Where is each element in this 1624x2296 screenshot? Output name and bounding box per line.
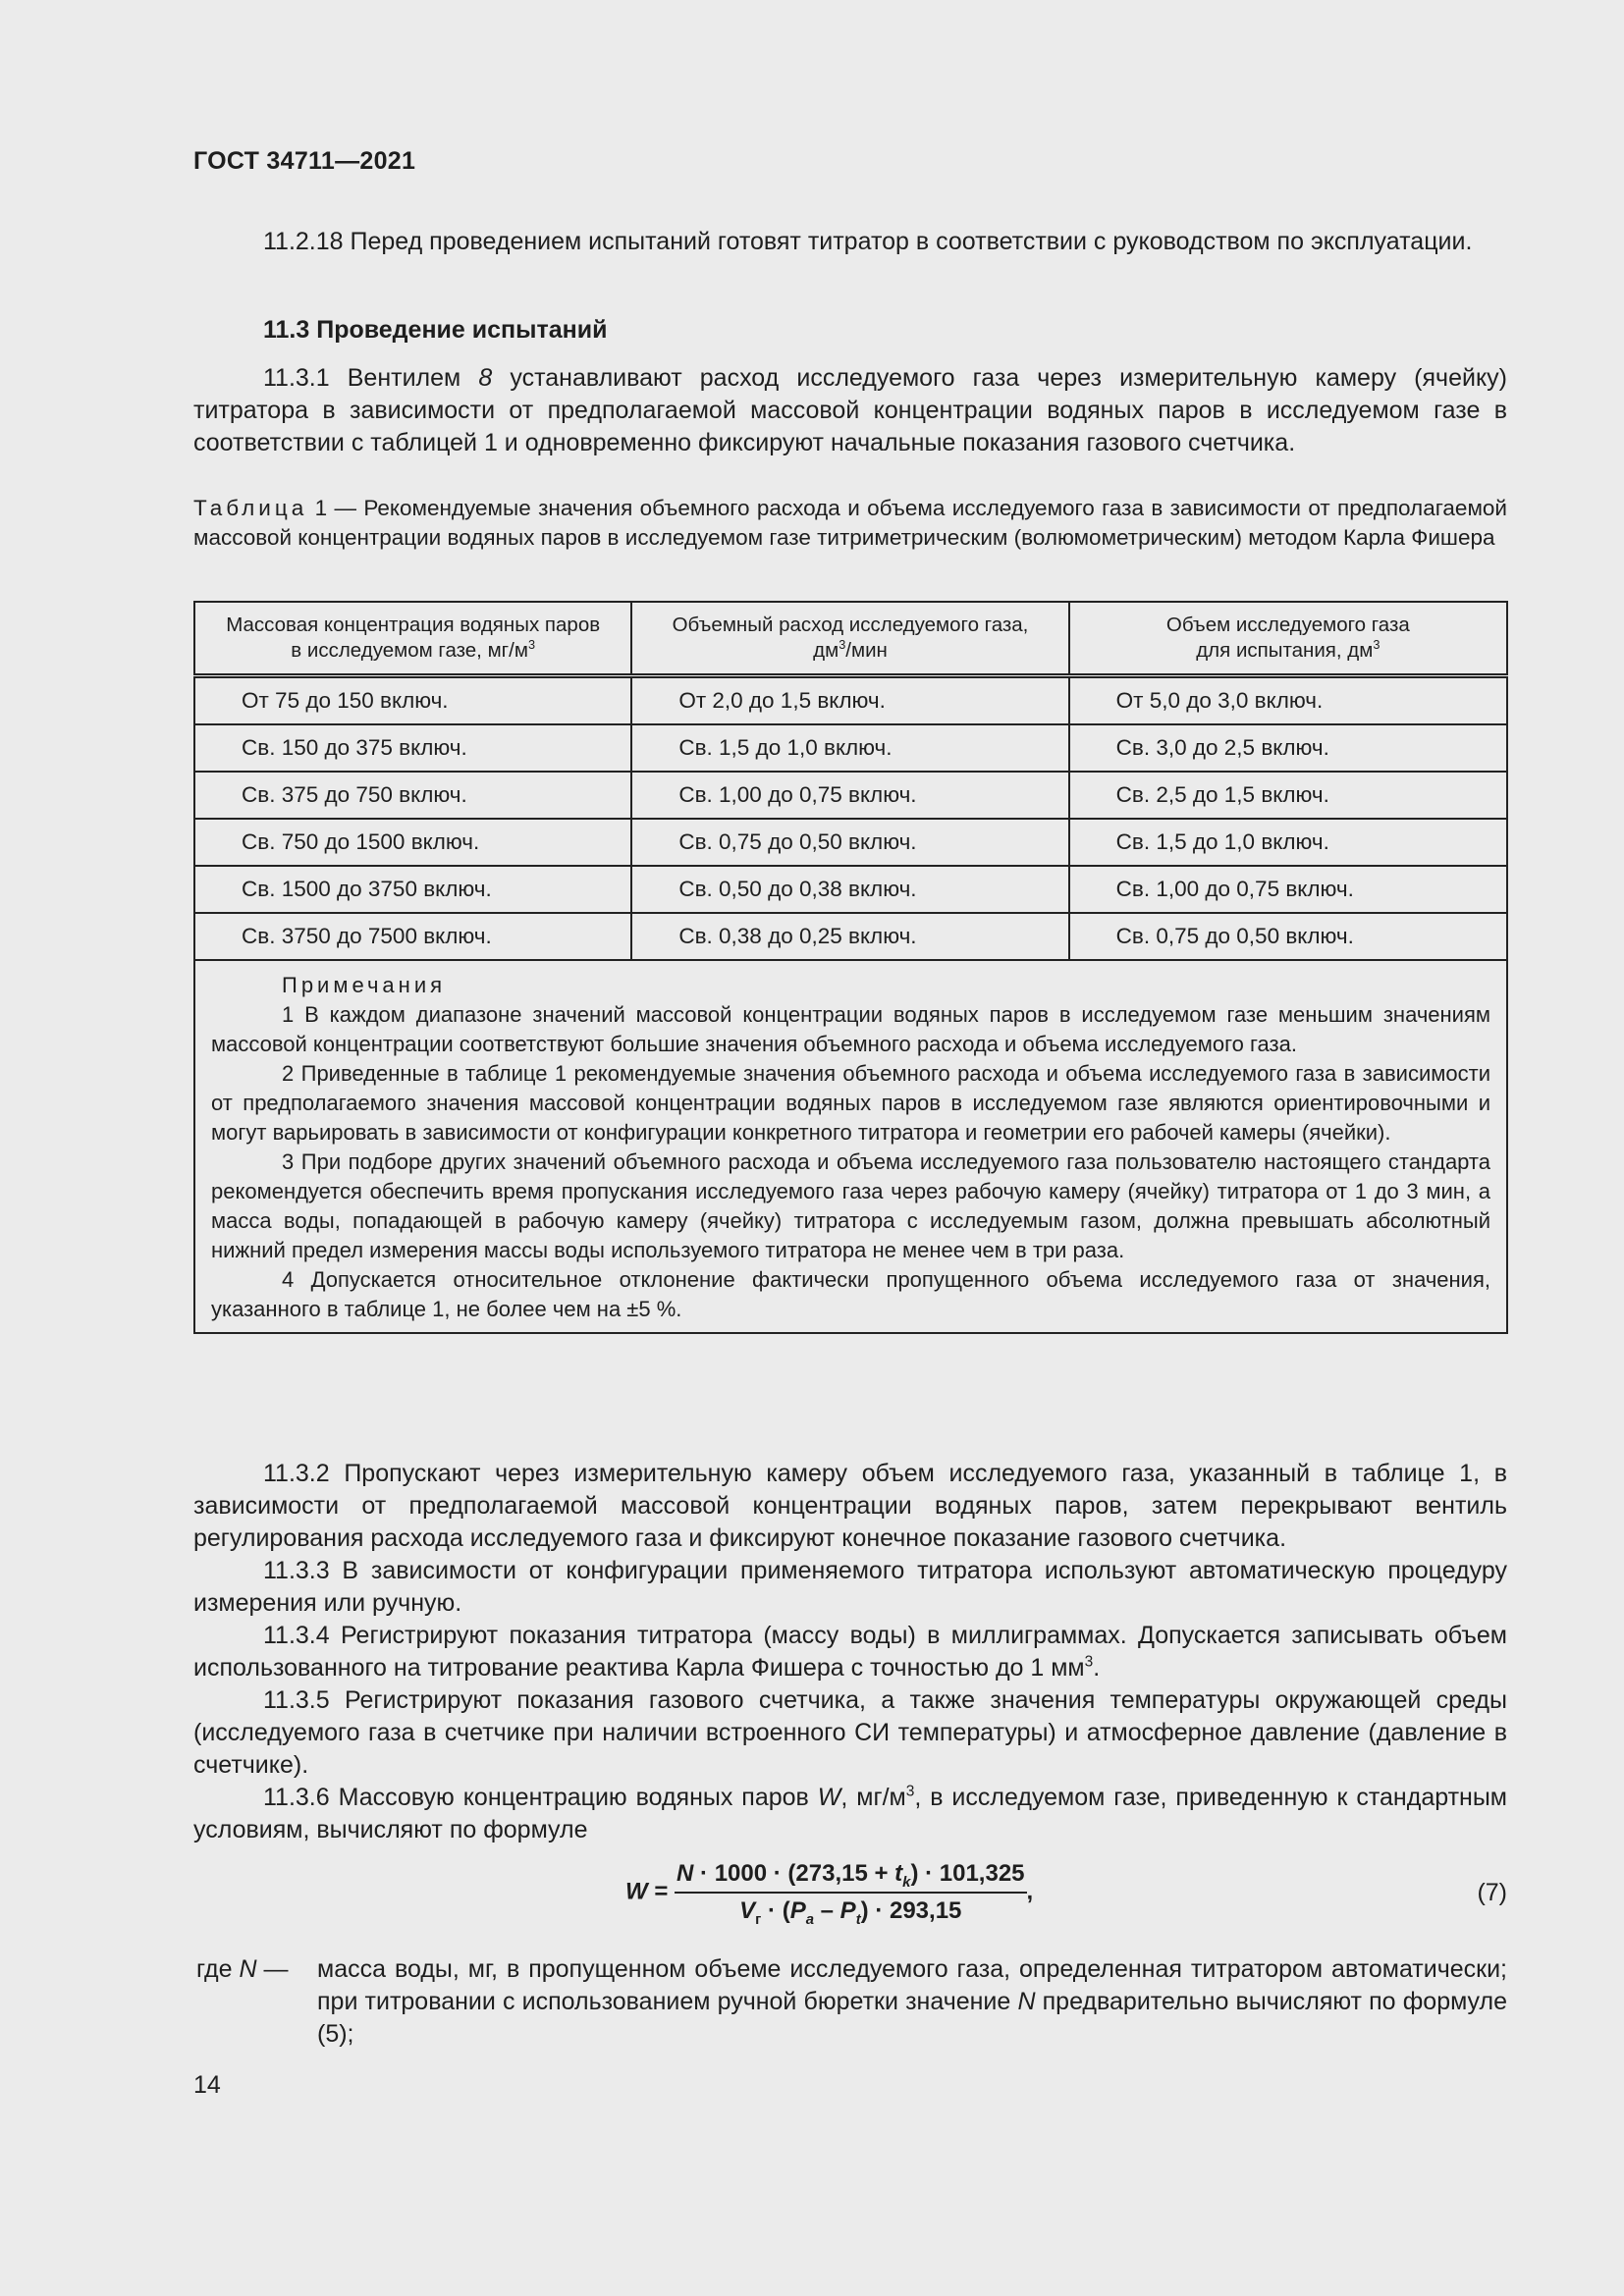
table-cell: Св. 0,75 до 0,50 включ. [631, 819, 1068, 866]
section-title-11-3: 11.3 Проведение испытаний [263, 316, 608, 344]
where-definition: масса воды, мг, в пропущенном объеме исследуемого газа, определенная титратором автоматически; при титровании с использованием ручной бюретки значение N предварительно вычисляют по формуле (5); [317, 1955, 1508, 2048]
table-cell: От 75 до 150 включ. [194, 676, 631, 725]
table-cell: Св. 0,50 до 0,38 включ. [631, 866, 1068, 913]
where-label: где N — [196, 1955, 289, 1983]
table-cell: От 5,0 до 3,0 включ. [1069, 676, 1507, 725]
table-caption-label: Таблица [193, 496, 308, 520]
table-cell: Св. 3,0 до 2,5 включ. [1069, 724, 1507, 772]
page-number: 14 [193, 2071, 221, 2099]
table-cell: Св. 750 до 1500 включ. [194, 819, 631, 866]
table-cell: Св. 0,38 до 0,25 включ. [631, 913, 1068, 960]
formula-7: W = $\frac{N \cdot 1000 \cdot (273,15 + t_k) \cdot 101,325}{V_г \cdot (P_a - P_t) \cdot 293,15}$ , [625, 1860, 1034, 1928]
valve-number: 8 [478, 364, 493, 392]
table-cell: Св. 3750 до 7500 включ. [194, 913, 631, 960]
table-cell: Св. 150 до 375 включ. [194, 724, 631, 772]
note-4: 4 Допускается относительное отклонение фактически пропущенного объема исследуемого газа от значения, указанного в таблице 1, не более чем на ±5 %. [211, 1267, 1490, 1321]
formula-fraction [675, 1860, 1027, 1928]
table-cell: Св. 1,5 до 1,0 включ. [1069, 819, 1507, 866]
table-caption: Таблица 1 — Рекомендуемые значения объемного расхода и объема исследуемого газа в зависимости от предполагаемой массовой концентрации водяных паров в исследуемом газе титриметрическим (волюмометрическим) методом Карла Фишера [193, 496, 1507, 550]
table-row [194, 676, 1507, 725]
note-1: 1 В каждом диапазоне значений массовой концентрации водяных паров в исследуемом газе меньшим значениям массовой концентрации соответствуют большие значения объемного расхода и объема исследуемого газа. [211, 1002, 1490, 1056]
table-cell: Св. 1500 до 3750 включ. [194, 866, 631, 913]
notes-title: Примечания [282, 973, 447, 997]
table-cell: Св. 1,00 до 0,75 включ. [631, 772, 1068, 819]
where-clause [193, 1953, 1507, 2051]
table-cell: От 2,0 до 1,5 включ. [631, 676, 1068, 725]
paragraph-11-3-3: 11.3.3 В зависимости от конфигурации применяемого титратора используют автоматическую процедуру измерения или ручную. [193, 1557, 1507, 1617]
table-header-row [194, 602, 1507, 676]
formula-denominator: $V_г \cdot (P_a - P_t) \cdot 293,15$ [739, 1897, 962, 1928]
table-cell: Св. 1,00 до 0,75 включ. [1069, 866, 1507, 913]
table-cell: Св. 1,5 до 1,0 включ. [631, 724, 1068, 772]
formula-numerator: $N \cdot 1000 \cdot (273,15 + t_k) \cdot 101,325$ [675, 1860, 1027, 1894]
recommended-values-table [193, 601, 1508, 1334]
paragraph-11-3-2: 11.3.2 Пропускают через измерительную камеру объем исследуемого газа, указанный в таблице 1, в зависимости от предполагаемой массовой концентрации водяных паров, затем перекрывают вентиль регулирования расхода исследуемого газа и фиксируют конечное показание газового счетчика. [193, 1460, 1507, 1552]
paragraph-11-3-4: 11.3.4 Регистрируют показания титратора (массу воды) в миллиграммах. Допускается записывать объем использованного на титрование реактива Карла Фишера с точностью до 1 $мм^3$. [193, 1622, 1507, 1682]
header-test-volume: Объем исследуемого газа для испытания, $дм^3$ [1069, 602, 1507, 676]
table-row [194, 913, 1507, 960]
table-cell: Св. 375 до 750 включ. [194, 772, 631, 819]
paragraph-11-3-5: 11.3.5 Регистрируют показания газового счетчика, а также значения температуры окружающей среды (исследуемого газа в счетчике при наличии встроенного СИ температуры) и атмосферное давление (давление в счетчике). [193, 1686, 1507, 1779]
header-mass-concentration: Массовая концентрация водяных паров в исследуемом газе, $мг/м^3$ [194, 602, 631, 676]
table-row [194, 724, 1507, 772]
table-notes-row [194, 960, 1507, 1333]
table-cell: Св. 2,5 до 1,5 включ. [1069, 772, 1507, 819]
table-row [194, 772, 1507, 819]
paragraph-11-3-6: 11.3.6 Массовую концентрацию водяных паров W, $мг/м^3$, в исследуемом газе, приведенную к стандартным условиям, вычисляют по формуле [193, 1783, 1507, 1843]
header-volume-flow: Объемный расход исследуемого газа, $дм^3$/мин [631, 602, 1068, 676]
note-3: 3 При подборе других значений объемного расхода и объема исследуемого газа пользователю настоящего стандарта рекомендуется обеспечить время пропускания исследуемого газа через рабочую камеру (ячейку) титратора от 1 до 3 мин, а масса воды, попадающей в рабочую камеру (ячейку) титратора с исследуемым газом, должна превышать абсолютный нижний предел измерения массы воды используемого титратора не менее чем в три раза. [211, 1149, 1490, 1262]
table-notes [194, 960, 1507, 1333]
note-2: 2 Приведенные в таблице 1 рекомендуемые значения объемного расхода и объема исследуемого газа в зависимости от предполагаемого значения массовой концентрации водяных паров в исследуемом газе являются ориентировочными и могут варьировать в зависимости от конфигурации конкретного титратора и геометрии его рабочей камеры (ячейки). [211, 1061, 1490, 1145]
paragraph-11-3-1: 11.3.1 Вентилем 8 устанавливают расход исследуемого газа через измерительную камеру (ячейку) титратора в зависимости от предполагаемой массовой концентрации водяных паров в исследуемом газе в соответствии с таблицей 1 и одновременно фиксируют начальные показания газового счетчика. [193, 364, 1507, 456]
table-row [194, 819, 1507, 866]
table-row [194, 866, 1507, 913]
formula-number: (7) [1477, 1879, 1507, 1906]
document-header: ГОСТ 34711—2021 [193, 147, 416, 175]
table-cell: Св. 0,75 до 0,50 включ. [1069, 913, 1507, 960]
paragraph-11-2-18: 11.2.18 Перед проведением испытаний готовят титратор в соответствии с руководством по эксплуатации. [263, 228, 1473, 255]
